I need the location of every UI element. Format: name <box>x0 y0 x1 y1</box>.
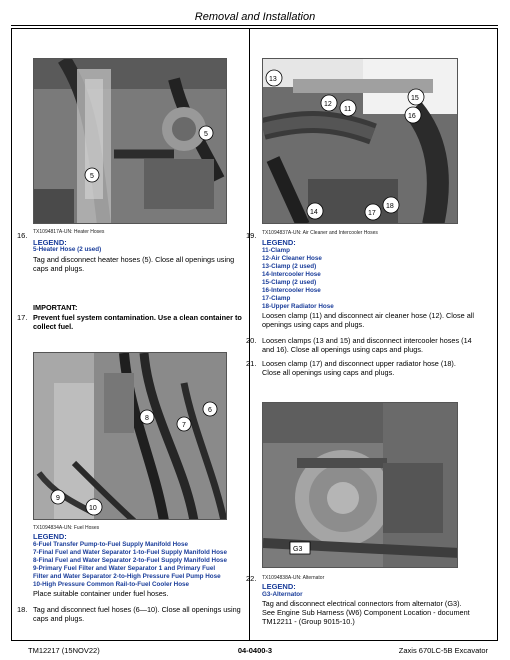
footer-model: Zaxis 670LC-5B Excavator <box>398 646 488 655</box>
fig4-callout-g3: G3 <box>293 546 303 553</box>
step-16-legend-title: LEGEND: <box>33 238 67 247</box>
step-22-legend-title: LEGEND: <box>262 582 296 591</box>
fuel-legend-title: LEGEND: <box>33 532 67 541</box>
step-19-legend-16: 16-Intercooler Hose <box>262 287 321 294</box>
fuel-legend-item-8: 8-Final Fuel and Water Separator 2-to-Fuel Supply Manifold Hose <box>33 557 227 564</box>
step-19-legend-11: 11-Clamp <box>262 247 290 254</box>
step-19-legend-15: 15-Clamp (2 used) <box>262 279 317 286</box>
fig-caption-heater-hoses: TX1094817A-UN: Heater Hoses <box>33 229 105 235</box>
footer-doc-id: TM12217 (15NOV22) <box>28 646 100 655</box>
step-18-text: Tag and disconnect fuel hoses (6—10). Close all openings using caps and plugs. <box>33 605 241 624</box>
fig2-callout-7: 7 <box>182 422 186 429</box>
fuel-legend-item-7: 7-Final Fuel and Water Separator 1-to-Fuel Supply Manifold Hose <box>33 549 227 556</box>
step-19-text: Loosen clamp (11) and disconnect air cleaner hose (12). Close all openings using caps and plugs. <box>262 311 474 330</box>
fuel-legend-item-6: 6-Fuel Transfer Pump-to-Fuel Supply Manifold Hose <box>33 541 188 548</box>
fig3-callout-18: 18 <box>386 203 394 210</box>
header-rule <box>11 25 498 26</box>
column-divider <box>249 28 250 641</box>
fig3-callout-17: 17 <box>368 210 376 217</box>
step-21-number: 21. <box>246 359 257 368</box>
step-17-number: 17. <box>17 313 28 322</box>
fig2-callout-9: 9 <box>56 495 60 502</box>
step-16-legend-item: 5-Heater Hose (2 used) <box>33 246 102 253</box>
step-22-text: Tag and disconnect electrical connectors from alternator (G3). See Engine Sub Harness (W6) Component Location - document TM12211 - (Group 9015-10.) <box>262 599 470 627</box>
fig3-callout-15: 15 <box>411 95 419 102</box>
fig3-callout-12: 12 <box>324 101 332 108</box>
step-21-text: Loosen clamp (17) and disconnect upper radiator hose (18). Close all openings using caps and plugs. <box>262 359 456 378</box>
fuel-legend-item-9: 9-Primary Fuel Filter and Water Separator 1 and Primary Fuel <box>33 565 216 572</box>
step-20-text: Loosen clamps (13 and 15) and disconnect intercooler hoses (14 and 16). Close all openings using caps and plugs. <box>262 336 472 355</box>
fuel-legend-item-9-cont: Filter and Water Separator 2-to-High Pressure Fuel Pump Hose <box>33 573 221 580</box>
step-19-legend-title: LEGEND: <box>262 238 296 247</box>
step-17-text: Prevent fuel system contamination. Use a clean container to collect fuel. <box>33 313 242 332</box>
photo-alternator <box>262 402 458 568</box>
fig2-callout-6: 6 <box>208 407 212 414</box>
fig1-callout-a: 5 <box>204 131 208 138</box>
fig3-callout-13: 13 <box>269 76 277 83</box>
fuel-note: Place suitable container under fuel hoses. <box>33 589 169 598</box>
step-22-number: 22. <box>246 574 257 583</box>
important-label: IMPORTANT: <box>33 303 78 312</box>
step-19-legend-14: 14-Intercooler Hose <box>262 271 321 278</box>
step-19-legend-17: 17-Clamp <box>262 295 291 302</box>
page-header-title: Removal and Installation <box>194 11 316 23</box>
photo-air-cleaner-intercooler-hoses <box>262 58 458 224</box>
step-22-legend-g3: G3-Alternator <box>262 591 303 598</box>
fig2-callout-10: 10 <box>89 505 97 512</box>
step-16-number: 16. <box>17 231 28 240</box>
step-19-legend-13: 13-Clamp (2 used) <box>262 263 317 270</box>
fig-caption-alternator: TX1094838A-UN: Alternator <box>262 575 325 581</box>
fig3-callout-14: 14 <box>310 209 318 216</box>
fig-caption-fuel-hoses: TX1094834A-UN: Fuel Hoses <box>33 525 100 531</box>
fuel-legend-item-10: 10-High Pressure Common Rail-to-Fuel Cooler Hose <box>33 581 190 588</box>
footer-page-number: 04-0400-3 <box>237 646 273 655</box>
step-18-number: 18. <box>17 605 28 614</box>
step-20-number: 20. <box>246 336 257 345</box>
step-19-legend-12: 12-Air Cleaner Hose <box>262 255 322 262</box>
photo-heater-hoses <box>33 58 227 224</box>
fig3-callout-16: 16 <box>408 113 416 120</box>
photo-fuel-hoses <box>33 352 227 520</box>
step-19-legend-18: 18-Upper Radiator Hose <box>262 303 334 310</box>
step-16-text: Tag and disconnect heater hoses (5). Close all openings using caps and plugs. <box>33 255 235 274</box>
step-19-number: 19. <box>246 231 257 240</box>
fig-caption-air-cleaner: TX1094837A-UN: Air Cleaner and Intercooler Hoses <box>262 230 378 236</box>
fig3-callout-11: 11 <box>344 106 352 113</box>
fig2-callout-8: 8 <box>145 415 149 422</box>
fig1-callout-b: 5 <box>90 173 94 180</box>
